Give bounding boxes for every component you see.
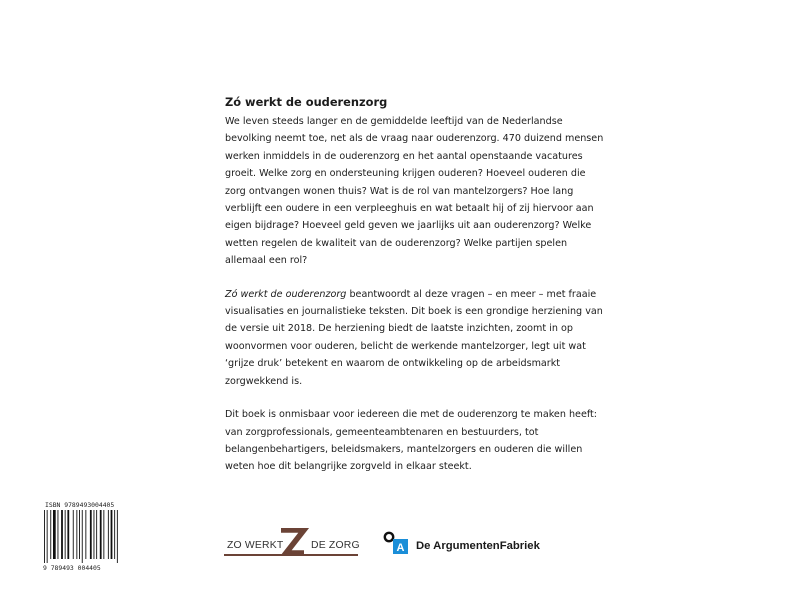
zo-werkt-underline <box>224 554 358 556</box>
barcode-bar <box>100 510 102 559</box>
barcode-bar <box>58 510 59 559</box>
barcode-bar <box>94 510 95 559</box>
zo-werkt-logo-right: DE ZORG <box>311 540 360 551</box>
barcode-bar <box>117 510 118 563</box>
zo-werkt-logo <box>224 528 358 558</box>
barcode-bar <box>50 510 51 559</box>
zo-werkt-logo-left: ZO WERKT <box>227 540 284 551</box>
barcode-bar <box>65 510 66 559</box>
book-title-italic: Zó werkt de ouderenzorg <box>225 288 347 300</box>
argumentenfabriek-logo <box>383 531 553 557</box>
barcode-bar <box>53 510 56 559</box>
barcode-bar <box>90 510 92 559</box>
paragraph-audience: Dit boek is onmisbaar voor iedereen die met de ouderenzorg te maken heeft: van zorgprofessionals, gemeenteambtenaren en bestuurders, tot belangenbehartigers, beleidsmakers, mantelzorgers en ouderen die willen weten hoe dit belangrijke zorgveld in elkaar steekt. <box>225 409 598 473</box>
paragraph-intro: We leven steeds langer en de gemiddelde leeftijd van de Nederlandse bevolking neemt toe, net als de vraag naar ouderenzorg. 470 duizend mensen werken inmiddels in de ouderenzorg en het aantal openstaande vacatures groeit. Welke zorg en ondersteuning krijgen ouderen? Hoeveel ouderen die zorg ontvangen wonen thuis? Wat is de rol van mantelzorgers? Hoe lang verblijft een oudere in een verpleeghuis en wat betaalt hij of zij hiervoor aan eigen bijdrage? Hoeveel geld geven we jaarlijks uit aan ouderenzorg? Welke wetten regelen de kwaliteit van de ouderenzorg? Welke partijen spelen allemaal een rol? <box>225 116 604 267</box>
barcode-icon <box>43 510 121 563</box>
barcode-bar <box>76 510 77 559</box>
back-cover-text <box>225 94 605 492</box>
isbn-label: ISBN 9789493004405 <box>45 501 115 509</box>
barcode-bar <box>111 510 113 559</box>
barcode-bar <box>44 510 45 563</box>
paragraph-summary-text: beantwoordt al deze vragen – en meer – met fraaie visualisaties en journalistieke teksten. Dit boek is een grondige herziening van de versie uit 2018. De herziening biedt de laatste inzichten, zoomt in op woonvormen voor ouderen, belicht de werkende mantelzorger, legt uit wat ‘grijze druk’ betekent en waarom de ontwikkeling op de arbeidsmarkt zorgwekkend is. <box>225 288 603 387</box>
book-title: Zó werkt de ouderenzorg <box>225 95 388 109</box>
barcode-bar <box>114 510 115 559</box>
barcode-bar <box>96 510 97 559</box>
barcode-bar <box>85 510 86 559</box>
isbn-barcode <box>43 501 123 572</box>
barcode-bar <box>103 510 104 559</box>
barcode-bar <box>47 510 48 563</box>
barcode-bar <box>67 510 69 559</box>
publisher-name: De ArgumentenFabriek <box>416 540 540 552</box>
paragraph-summary <box>225 286 605 390</box>
barcode-bar <box>108 510 109 559</box>
barcode-bar <box>61 510 63 559</box>
argumentenfabriek-mark-icon <box>383 531 413 557</box>
isbn-number: 9 789493 004405 <box>43 564 101 572</box>
barcode-bar <box>73 510 74 559</box>
svg-text:A: A <box>396 542 405 554</box>
barcode-bar <box>79 510 80 559</box>
barcode-bar <box>82 510 83 563</box>
